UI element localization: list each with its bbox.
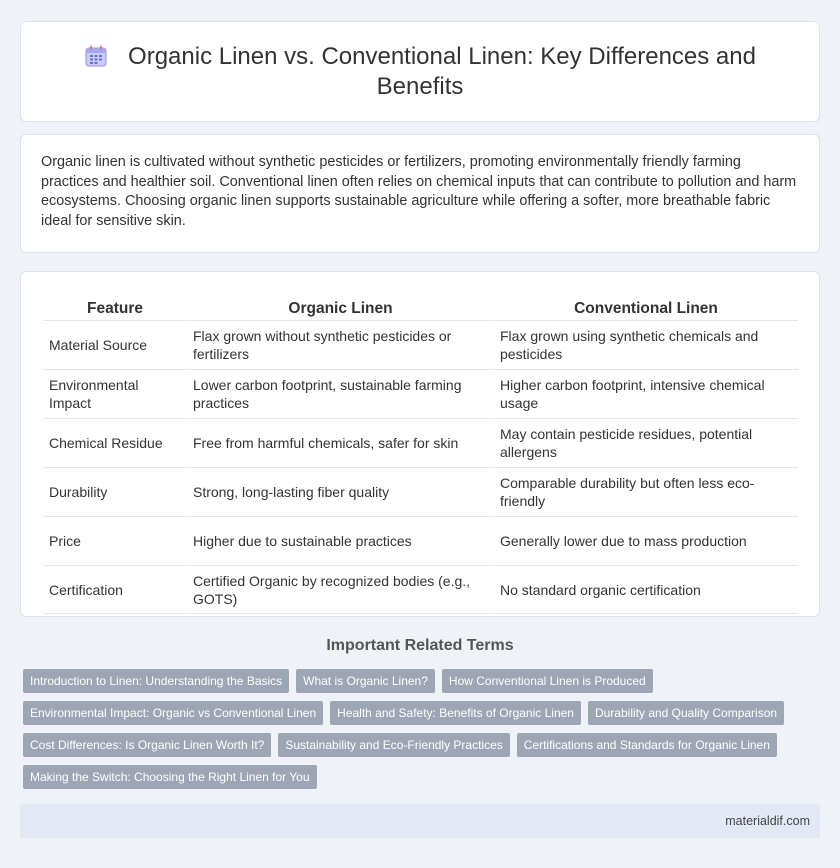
conventional-cell: Comparable durability but often less eco-friendly	[494, 467, 798, 516]
table-row	[43, 320, 798, 369]
feature-cell: Durability	[43, 467, 187, 516]
conventional-cell: No standard organic certification	[494, 565, 798, 614]
comparison-table	[43, 298, 798, 614]
intro-paragraph: Organic linen is cultivated without synthetic pesticides or fertilizers, promoting environmentally friendly farming practices and healthier soil. Conventional linen often relies on chemical inputs that can contribute to pollution and harm ecosystems. Choosing organic linen supports sustainable agriculture while offering a softer, more breathable fabric ideal for sensitive skin.	[41, 154, 797, 229]
table-row	[43, 418, 798, 467]
footer	[20, 804, 820, 838]
conventional-cell: May contain pesticide residues, potential allergens	[494, 418, 798, 467]
related-term-link[interactable]: Introduction to Linen: Understanding the Basics	[23, 669, 289, 693]
intro-card	[20, 134, 820, 253]
related-term-link[interactable]: Certifications and Standards for Organic Linen	[517, 733, 777, 757]
comparison-card	[20, 271, 820, 617]
organic-cell: Higher due to sustainable practices	[187, 516, 494, 565]
column-header-organic: Organic Linen	[288, 300, 393, 317]
related-term-link[interactable]: Making the Switch: Choosing the Right Linen for You	[23, 765, 317, 789]
related-term-link[interactable]: Cost Differences: Is Organic Linen Worth It?	[23, 733, 271, 757]
related-term-link[interactable]: Environmental Impact: Organic vs Conventional Linen	[23, 701, 323, 725]
related-term-link[interactable]: What is Organic Linen?	[296, 669, 435, 693]
header-card	[20, 21, 820, 122]
site-name: materialdif.com	[725, 814, 810, 828]
page-title	[80, 42, 760, 102]
table-row	[43, 369, 798, 418]
table-header-row	[43, 298, 798, 320]
feature-cell: Material Source	[43, 320, 187, 369]
organic-cell: Lower carbon footprint, sustainable farming practices	[187, 369, 494, 418]
feature-cell: Certification	[43, 565, 187, 614]
conventional-cell: Flax grown using synthetic chemicals and pesticides	[494, 320, 798, 369]
organic-cell: Strong, long-lasting fiber quality	[187, 467, 494, 516]
feature-cell: Chemical Residue	[43, 418, 187, 467]
column-header-conventional: Conventional Linen	[574, 300, 718, 317]
conventional-cell: Generally lower due to mass production	[494, 516, 798, 565]
table-row	[43, 467, 798, 516]
page-title-text: Organic Linen vs. Conventional Linen: Key Differences and Benefits	[128, 42, 756, 100]
table-row	[43, 516, 798, 565]
organic-cell: Certified Organic by recognized bodies (e.g., GOTS)	[187, 565, 494, 614]
table-row	[43, 565, 798, 614]
organic-cell: Free from harmful chemicals, safer for skin	[187, 418, 494, 467]
related-terms-heading: Important Related Terms	[326, 637, 514, 654]
related-term-link[interactable]: How Conventional Linen is Produced	[442, 669, 653, 693]
column-header-feature: Feature	[87, 300, 143, 317]
related-term-link[interactable]: Durability and Quality Comparison	[588, 701, 784, 725]
conventional-cell: Higher carbon footprint, intensive chemical usage	[494, 369, 798, 418]
feature-cell: Environmental Impact	[43, 369, 187, 418]
feature-cell: Price	[43, 516, 187, 565]
related-terms-list	[23, 669, 803, 789]
organic-cell: Flax grown without synthetic pesticides or fertilizers	[187, 320, 494, 369]
related-term-link[interactable]: Sustainability and Eco-Friendly Practices	[278, 733, 509, 757]
calendar-icon	[84, 45, 108, 67]
related-term-link[interactable]: Health and Safety: Benefits of Organic Linen	[330, 701, 581, 725]
